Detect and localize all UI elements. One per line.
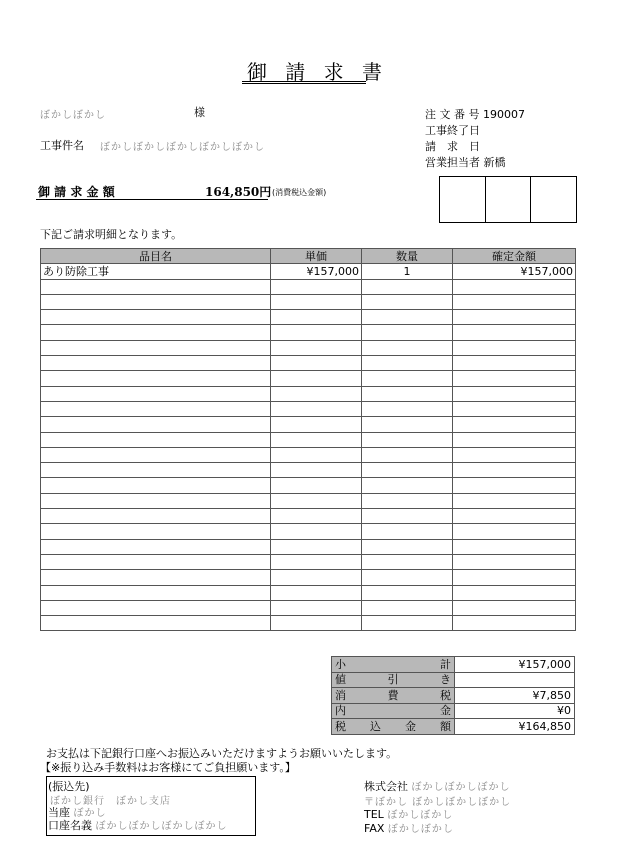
empty-cell xyxy=(41,463,271,478)
empty-cell xyxy=(453,417,576,432)
cell-item: あり防除工事 xyxy=(41,264,271,279)
empty-cell xyxy=(453,570,576,585)
empty-cell xyxy=(271,570,362,585)
order-no-value: 190007 xyxy=(483,108,525,121)
empty-cell xyxy=(41,279,271,294)
fax-row xyxy=(364,820,454,835)
summary-label-char: 小 xyxy=(335,657,346,671)
company-prefix: 株式会社 xyxy=(364,780,408,793)
empty-cell xyxy=(271,585,362,600)
summary-label xyxy=(332,657,455,673)
table-row-empty xyxy=(41,478,576,493)
empty-cell xyxy=(41,539,271,554)
empty-cell xyxy=(271,463,362,478)
empty-cell xyxy=(41,340,271,355)
empty-cell xyxy=(362,401,453,416)
table-row-empty xyxy=(41,493,576,508)
tel-row xyxy=(364,806,453,821)
summary-label-char: 計 xyxy=(440,657,451,671)
project-value: ぼかしぼかしぼかしぼかしぼかし xyxy=(100,142,265,153)
empty-cell xyxy=(271,294,362,309)
empty-cell xyxy=(453,310,576,325)
summary-label-char: 引 xyxy=(387,673,399,687)
empty-cell xyxy=(362,294,453,309)
title-underline xyxy=(242,81,366,82)
empty-cell xyxy=(453,539,576,554)
summary-label xyxy=(332,703,455,719)
empty-cell xyxy=(362,356,453,371)
header-amount: 確定金額 xyxy=(453,249,576,264)
empty-cell xyxy=(362,463,453,478)
summary-value: ¥157,000 xyxy=(455,657,575,673)
total-amount: 164,850円 xyxy=(205,185,272,199)
empty-cell xyxy=(453,463,576,478)
empty-cell xyxy=(453,401,576,416)
table-row-empty xyxy=(41,310,576,325)
empty-cell xyxy=(453,509,576,524)
table-row-empty xyxy=(41,570,576,585)
empty-cell xyxy=(41,570,271,585)
empty-cell xyxy=(271,279,362,294)
empty-cell xyxy=(453,279,576,294)
summary-label xyxy=(332,672,455,688)
summary-label-char: 金 xyxy=(440,704,451,718)
table-row-empty xyxy=(41,509,576,524)
company-row xyxy=(364,778,511,794)
empty-cell xyxy=(41,417,271,432)
summary-label-char: 消 xyxy=(335,688,346,702)
empty-cell xyxy=(271,340,362,355)
empty-cell xyxy=(271,356,362,371)
empty-cell xyxy=(41,585,271,600)
empty-cell xyxy=(453,294,576,309)
empty-cell xyxy=(362,570,453,585)
empty-cell xyxy=(453,493,576,508)
sales-name: 新橋 xyxy=(483,156,506,169)
empty-cell xyxy=(41,310,271,325)
empty-cell xyxy=(41,493,271,508)
summary-row xyxy=(332,703,575,719)
empty-cell xyxy=(271,447,362,462)
fax-number: ぼかしぼかし xyxy=(387,824,454,835)
tel-label: TEL xyxy=(364,808,384,821)
empty-cell xyxy=(362,616,453,631)
table-row-empty xyxy=(41,554,576,569)
summary-value: ¥164,850 xyxy=(455,719,575,735)
holder-label: 口座名義 xyxy=(48,819,92,832)
empty-cell xyxy=(41,325,271,340)
table-row-empty xyxy=(41,401,576,416)
table-row-empty xyxy=(41,371,576,386)
stamp-cell xyxy=(440,177,486,222)
empty-cell xyxy=(271,478,362,493)
empty-cell xyxy=(271,401,362,416)
summary-row xyxy=(332,688,575,704)
empty-cell xyxy=(41,478,271,493)
empty-cell xyxy=(271,554,362,569)
summary-label-char: 費 xyxy=(387,688,399,702)
empty-cell xyxy=(362,417,453,432)
empty-cell xyxy=(271,600,362,615)
summary-value: ¥7,850 xyxy=(455,688,575,704)
empty-cell xyxy=(271,539,362,554)
empty-cell xyxy=(41,371,271,386)
empty-cell xyxy=(41,447,271,462)
empty-cell xyxy=(271,432,362,447)
empty-cell xyxy=(362,554,453,569)
empty-cell xyxy=(453,616,576,631)
summary-label-char: 金 xyxy=(405,719,416,733)
header-unit-price: 単価 xyxy=(271,249,362,264)
stamp-cell xyxy=(531,177,576,222)
empty-cell xyxy=(41,616,271,631)
empty-cell xyxy=(362,279,453,294)
empty-cell xyxy=(271,325,362,340)
payment-heading: (振込先) xyxy=(48,780,90,793)
table-row-empty xyxy=(41,386,576,401)
total-label: 御 請 求 金 額 xyxy=(38,185,115,199)
empty-cell xyxy=(271,616,362,631)
empty-cell xyxy=(453,432,576,447)
empty-cell xyxy=(453,524,576,539)
fee-notice: 【※振り込み手数料はお客様にてご負担願います。】 xyxy=(40,761,296,774)
table-row-empty xyxy=(41,600,576,615)
summary-label-char: 内 xyxy=(335,704,346,718)
empty-cell xyxy=(362,447,453,462)
table-row-empty xyxy=(41,463,576,478)
empty-cell xyxy=(362,509,453,524)
empty-cell xyxy=(362,325,453,340)
empty-cell xyxy=(453,478,576,493)
order-no-label: 注 文 番 号 xyxy=(425,108,480,121)
empty-cell xyxy=(41,386,271,401)
empty-cell xyxy=(362,524,453,539)
empty-cell xyxy=(271,310,362,325)
company-name: ぼかしぼかしぼかし xyxy=(411,782,511,793)
header-item: 品目名 xyxy=(41,249,271,264)
total-note: (消費税込金額) xyxy=(272,188,327,197)
client-honorific: 様 xyxy=(194,106,205,119)
empty-cell xyxy=(271,386,362,401)
empty-cell xyxy=(453,554,576,569)
empty-cell xyxy=(362,585,453,600)
summary-value: ¥0 xyxy=(455,703,575,719)
summary-label-char: 値 xyxy=(335,673,346,687)
summary-row xyxy=(332,672,575,688)
title-underline-2 xyxy=(242,83,366,84)
summary-label-char: 込 xyxy=(370,719,381,733)
bank-name: ぼかし銀行 ぼかし支店 xyxy=(50,796,171,807)
summary-label-char: 税 xyxy=(335,719,346,733)
fax-label: FAX xyxy=(364,822,385,835)
table-row-empty xyxy=(41,325,576,340)
empty-cell xyxy=(362,493,453,508)
empty-cell xyxy=(362,371,453,386)
empty-cell xyxy=(41,600,271,615)
summary-row xyxy=(332,719,575,735)
empty-cell xyxy=(41,432,271,447)
empty-cell xyxy=(453,325,576,340)
table-row-empty xyxy=(41,616,576,631)
empty-cell xyxy=(453,340,576,355)
empty-cell xyxy=(41,294,271,309)
empty-cell xyxy=(41,401,271,416)
summary-row xyxy=(332,657,575,673)
empty-cell xyxy=(271,417,362,432)
document-title: 御 請 求 書 xyxy=(246,60,389,84)
empty-cell xyxy=(453,600,576,615)
empty-cell xyxy=(41,524,271,539)
payment-notice: お支払は下記銀行口座へお振込みいただけますようお願いいたします。 xyxy=(46,747,398,760)
account-label: 当座 xyxy=(48,806,70,819)
holder-row xyxy=(48,817,228,833)
completion-label: 工事終了日 xyxy=(425,124,480,137)
project-label: 工事件名 xyxy=(40,139,84,152)
empty-cell xyxy=(41,509,271,524)
order-no-row xyxy=(425,106,525,122)
header-qty: 数量 xyxy=(362,249,453,264)
empty-cell xyxy=(453,371,576,386)
empty-cell xyxy=(362,386,453,401)
stamp-box xyxy=(439,176,577,223)
table-row xyxy=(41,264,576,279)
empty-cell xyxy=(271,509,362,524)
table-row-empty xyxy=(41,294,576,309)
empty-cell xyxy=(362,478,453,493)
tel-number: ぼかしぼかし xyxy=(387,810,454,821)
items-table xyxy=(40,248,576,631)
summary-label xyxy=(332,719,455,735)
client-name: ぼかしぼかし xyxy=(40,110,106,121)
holder-name: ぼかしぼかしぼかしぼかし xyxy=(95,821,228,832)
cell-unit-price: ¥157,000 xyxy=(271,264,362,279)
empty-cell xyxy=(362,600,453,615)
stamp-cell xyxy=(486,177,532,222)
total-underline xyxy=(36,199,268,200)
empty-cell xyxy=(362,310,453,325)
cell-amount: ¥157,000 xyxy=(453,264,576,279)
table-row-empty xyxy=(41,539,576,554)
empty-cell xyxy=(362,340,453,355)
empty-cell xyxy=(453,356,576,371)
empty-cell xyxy=(41,356,271,371)
sales-label: 営業担当者 xyxy=(425,156,480,169)
cell-qty: 1 xyxy=(362,264,453,279)
billing-label: 請 求 日 xyxy=(425,140,480,153)
table-row-empty xyxy=(41,447,576,462)
empty-cell xyxy=(271,371,362,386)
table-header-row xyxy=(41,249,576,264)
empty-cell xyxy=(453,447,576,462)
summary-value xyxy=(455,672,575,688)
empty-cell xyxy=(453,585,576,600)
empty-cell xyxy=(362,432,453,447)
table-row-empty xyxy=(41,340,576,355)
summary-label-char: き xyxy=(440,673,451,687)
company-address: 〒ぼかし ぼかしぼかしぼかし xyxy=(364,797,512,808)
sales-row xyxy=(425,154,506,170)
table-row-empty xyxy=(41,524,576,539)
intro-text: 下記ご請求明細となります。 xyxy=(40,228,183,241)
summary-label-char: 額 xyxy=(440,719,451,733)
summary-table xyxy=(331,656,575,735)
table-row-empty xyxy=(41,279,576,294)
table-row-empty xyxy=(41,356,576,371)
table-row-empty xyxy=(41,585,576,600)
empty-cell xyxy=(41,554,271,569)
empty-cell xyxy=(271,493,362,508)
empty-cell xyxy=(271,524,362,539)
empty-cell xyxy=(453,386,576,401)
table-row-empty xyxy=(41,417,576,432)
summary-label-char: 税 xyxy=(440,688,451,702)
summary-label xyxy=(332,688,455,704)
empty-cell xyxy=(362,539,453,554)
account-number: ぼかし xyxy=(73,808,107,819)
table-row-empty xyxy=(41,432,576,447)
